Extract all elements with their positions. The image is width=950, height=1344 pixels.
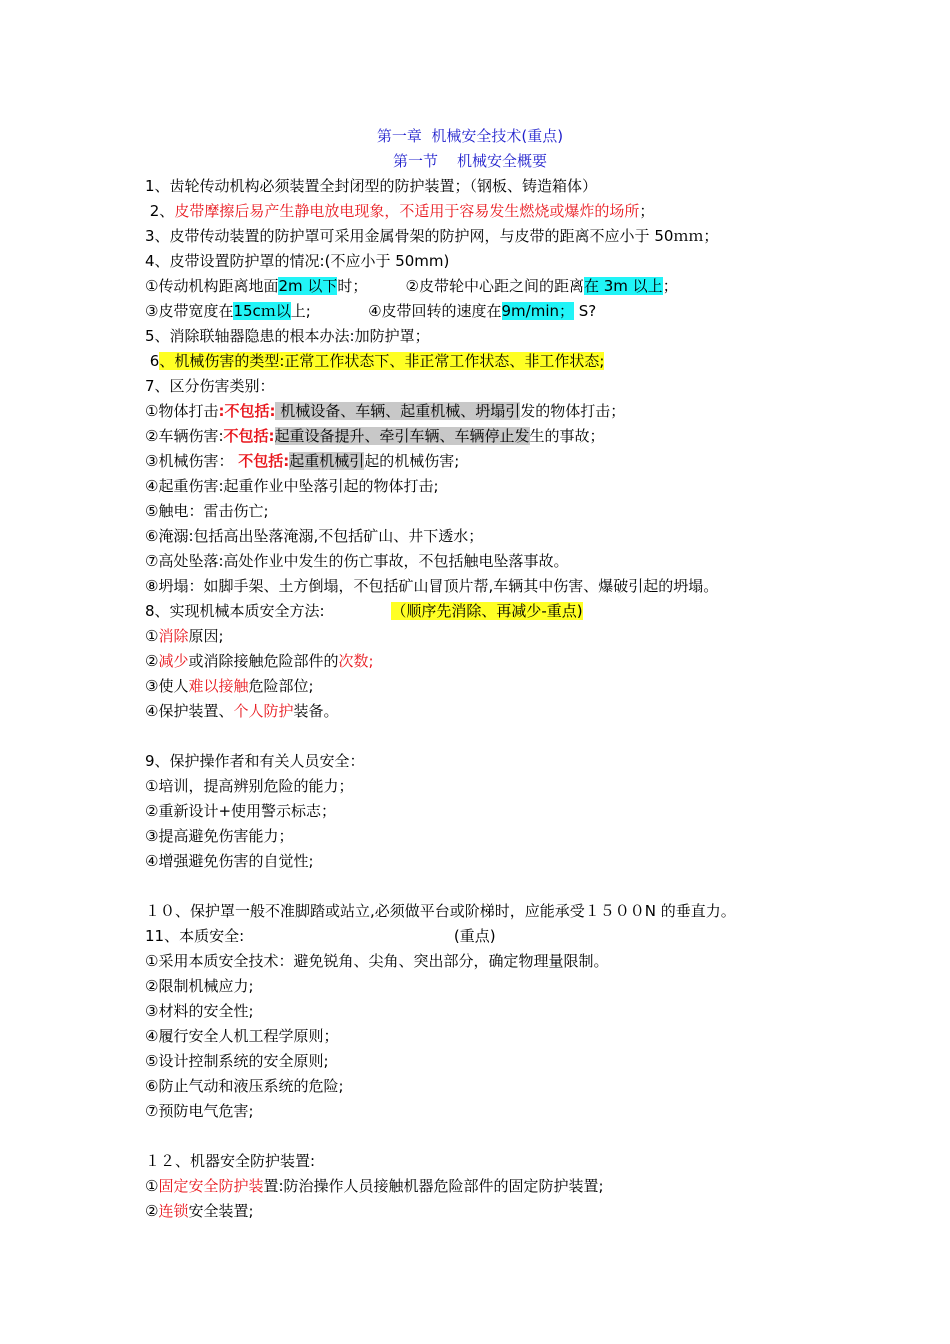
text-segment: ②重新设计+使用警示标志； [145, 802, 337, 820]
text-line [145, 474, 950, 498]
text-line [145, 1049, 950, 1073]
text-line [145, 649, 950, 673]
text-segment: 4、皮带设置防护罩的情况:(不应小于 50mm) [145, 252, 450, 270]
text-segment: 、机械伤害的类型:正常工作状态下、非正常工作状态、非工作状态; [159, 352, 605, 370]
text-segment: ①培训，提高辨别危险的能力； [145, 777, 354, 795]
text-segment: ④起重伤害:起重作业中坠落引起的物体打击; [145, 477, 439, 495]
text-segment: :不包括: [218, 402, 276, 420]
text-segment: ④履行安全人机工程学原则； [145, 1027, 339, 1045]
text-segment: 发的物体打击； [520, 402, 626, 420]
text-line [145, 249, 950, 273]
text-segment: ⑤设计控制系统的安全原则; [145, 1052, 329, 1070]
text-segment: 2m 以下 [278, 277, 338, 295]
text-segment: ① [145, 627, 159, 645]
text-segment: 起重设备提升、牵引车辆、车辆停止发 [274, 427, 530, 445]
text-segment: 原因; [188, 627, 224, 645]
text-segment: 7、区分伤害类别： [145, 377, 275, 395]
text-segment: 固定安全防护装 [158, 1177, 264, 1195]
text-segment: ① [145, 1177, 159, 1195]
text-line [145, 599, 950, 623]
text-segment: 皮带摩擦后易产生静电放电现象，不适用于容易发生燃烧或爆炸的场所 [174, 202, 640, 220]
text-line [145, 174, 950, 198]
text-line [145, 799, 950, 823]
text-segment: 装备。 [293, 702, 339, 720]
text-segment: （顺序先消除、再减少-重点) [391, 602, 583, 620]
text-segment: ④增强避免伤害的自觉性; [145, 852, 314, 870]
text-segment: ③材料的安全性; [145, 1002, 254, 1020]
text-line [145, 1099, 950, 1123]
text-line [145, 324, 950, 348]
text-segment: ② [145, 1202, 159, 1220]
text-segment: ⑦预防电气危害; [145, 1102, 254, 1120]
text-segment: ③皮带宽度在 [145, 302, 234, 320]
text-line [145, 399, 950, 423]
text-line [145, 524, 950, 548]
text-line [145, 749, 950, 773]
text-segment: ②车辆伤害: [145, 427, 224, 445]
text-segment: 机械设备、车辆、起重机械、坍塌引 [275, 402, 521, 420]
heading-line [0, 124, 940, 148]
text-segment: ③机械伤害： [145, 452, 239, 470]
text-segment: 3、皮带传动装置的防护罩可采用金属骨架的防护网，与皮带的距离不应小于 50ｍｍ； [145, 227, 719, 245]
text-segment: 时； ②皮带轮中心距之间的距离 [337, 277, 584, 295]
text-line [145, 1199, 950, 1223]
text-segment: ①传动机构距离地面 [145, 277, 279, 295]
text-segment: 个人防护 [233, 702, 294, 720]
text-segment: ② [145, 652, 159, 670]
text-segment: 8、实现机械本质安全方法: [145, 602, 392, 620]
text-segment: 不包括: [238, 452, 290, 470]
text-segment: 15cｍ以 [233, 302, 291, 320]
text-segment: ⑥淹溺:包括高出坠落淹溺,不包括矿山、井下透水； [145, 527, 484, 545]
text-segment: 6 [145, 352, 160, 370]
text-segment: ③提高避免伤害能力； [145, 827, 294, 845]
text-segment: 在 3m 以上 [583, 277, 663, 295]
text-segment: ①采用本质安全技术：避免锐角、尖角、突出部分，确定物理量限制。 [145, 952, 609, 970]
text-line [145, 974, 950, 998]
text-line [145, 424, 950, 448]
text-line [145, 624, 950, 648]
text-segment: 9、保护操作者和有关人员安全： [145, 752, 365, 770]
heading-line [0, 149, 940, 173]
text-segment: ； [639, 202, 655, 220]
text-segment: 起的机械伤害; [364, 452, 460, 470]
text-segment: 生的事故； [529, 427, 605, 445]
text-segment: １０、保护罩一般不准脚踏或站立,必须做平台或阶梯时，应能承受１５００N 的垂直力。 [145, 902, 736, 920]
text-line [145, 774, 950, 798]
text-segment: ④保护装置、 [145, 702, 234, 720]
text-line [145, 224, 950, 248]
text-line [145, 549, 950, 573]
text-segment: 起重机械引 [289, 452, 365, 470]
text-segment: 安全装置; [188, 1202, 254, 1220]
text-line [145, 949, 950, 973]
text-line [145, 999, 950, 1023]
text-line [145, 899, 950, 923]
text-line [145, 349, 950, 373]
text-segment: 消除 [158, 627, 189, 645]
text-segment: ⑥防止气动和液压系统的危险; [145, 1077, 344, 1095]
text-segment: ①物体打击 [145, 402, 219, 420]
text-line [145, 849, 950, 873]
text-segment: 9m/min； [501, 302, 575, 320]
text-segment: 第一节 机械安全概要 [392, 152, 548, 170]
text-segment: 危险部位; [248, 677, 314, 695]
text-line [145, 199, 950, 223]
text-line [145, 499, 950, 523]
text-segment: ⑤触电：雷击伤亡; [145, 502, 269, 520]
text-segment: 2、 [145, 202, 175, 220]
text-line [145, 299, 950, 323]
text-segment: 不包括: [223, 427, 275, 445]
text-segment: 1、齿轮传动机构必须装置全封闭型的防护装置；（钢板、铸造箱体） [145, 177, 598, 195]
text-line [145, 1174, 950, 1198]
text-segment: 次数; [338, 652, 374, 670]
text-segment: 11、本质安全: (重点) [145, 927, 496, 945]
text-segment: 置:防治操作人员接触机器危险部件的固定防护装置; [263, 1177, 604, 1195]
text-segment: １２、机器安全防护装置: [145, 1152, 316, 1170]
text-segment: ③使人 [145, 677, 189, 695]
text-segment: ⑧坍塌：如脚手架、土方倒塌，不包括矿山冒顶片帮,车辆其中伤害、爆破引起的坍塌。 [145, 577, 719, 595]
text-line [145, 1149, 950, 1173]
text-segment: 上; ④皮带回转的速度在 [290, 302, 502, 320]
text-line [145, 574, 950, 598]
text-segment: 难以接触 [188, 677, 249, 695]
text-segment: 或消除接触危险部件的 [188, 652, 339, 670]
text-segment: 减少 [158, 652, 189, 670]
text-line [145, 274, 950, 298]
text-line [145, 824, 950, 848]
text-segment: 5、消除联轴器隐患的根本办法:加防护罩； [145, 327, 430, 345]
text-line [145, 1024, 950, 1048]
text-line [145, 674, 950, 698]
text-line [145, 924, 950, 948]
text-segment: ⑦高处坠落:高处作业中发生的伤亡事故，不包括触电坠落事故。 [145, 552, 569, 570]
text-line [145, 449, 950, 473]
text-segment: ； [662, 277, 678, 295]
text-segment: 连锁 [158, 1202, 189, 1220]
text-segment: S? [574, 302, 597, 320]
text-line [145, 374, 950, 398]
text-line [145, 699, 950, 723]
text-line [145, 1074, 950, 1098]
text-segment: 第一章 机械安全技术(重点) [376, 127, 564, 145]
text-segment: ②限制机械应力; [145, 977, 254, 995]
